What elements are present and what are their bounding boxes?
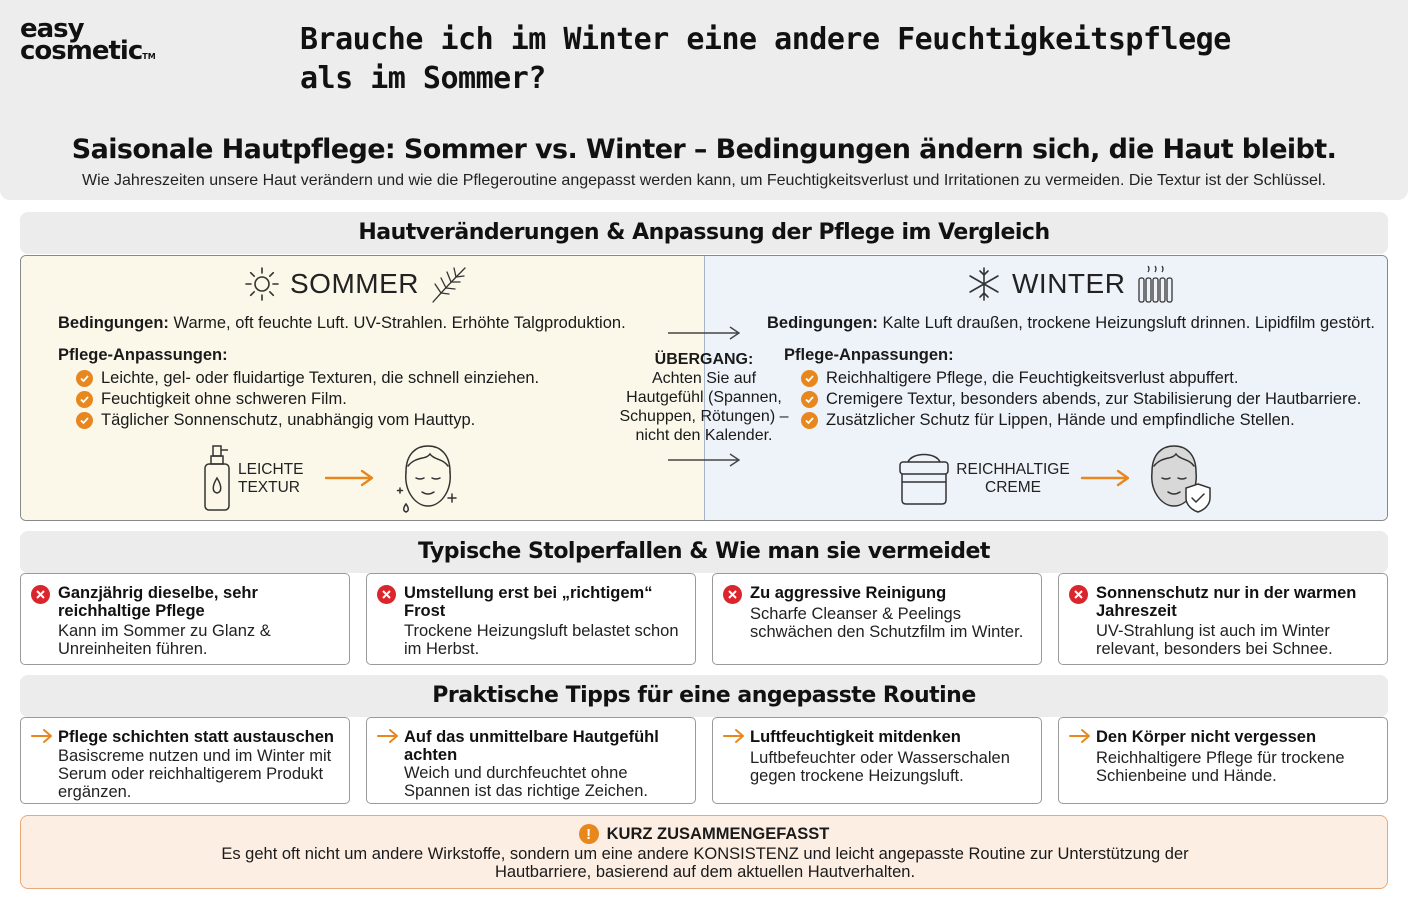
- check-icon: [801, 370, 818, 387]
- tip-text: Reichhaltigere Pflege für trockene Schienbeine und Hände.: [1096, 749, 1345, 785]
- page-subtitle: Wie Jahreszeiten unsere Haut verändern und wie die Pflegeroutine angepasst werden kann, um Feuchtigkeitsverlust und Irritationen zu vermeiden. Die Textur ist der Schlüssel.: [82, 172, 1326, 189]
- snowflake-icon: [966, 266, 1002, 302]
- arrow-right-icon: [1080, 468, 1132, 488]
- transition-arrow-top: [666, 324, 742, 342]
- summary-text: Es geht oft nicht um andere Wirkstoffe, sondern um eine andere KONSISTENZ und leicht angepasste Routine zur Unterstützung der Hautbarriere, basierend auf dem aktuellen Hautverhalten.: [221, 845, 1189, 881]
- logo-line-1: easy: [20, 14, 84, 44]
- logo: [20, 14, 156, 66]
- check-icon: [801, 391, 818, 408]
- sun-icon: [244, 266, 280, 302]
- list-item: Leichte, gel- oder fluidartige Texturen, die schnell einziehen.: [76, 368, 539, 389]
- winter-product-label: REICHHALTIGE CREME: [956, 461, 1070, 496]
- pitfall-text: Kann im Sommer zu Glanz & Unreinheiten führen.: [58, 622, 271, 658]
- summary-heading: [21, 824, 1387, 844]
- arrow-right-icon: [723, 728, 745, 744]
- summer-product-label: LEICHTE TEXTUR: [238, 461, 304, 496]
- summer-care-title: Pflege-Anpassungen:: [58, 346, 228, 364]
- tip-text: Basiscreme nutzen und im Winter mit Serum oder reichhaltigerem Produkt ergänzen.: [58, 747, 332, 801]
- summer-care-list: [76, 368, 539, 431]
- pitfall-card: [712, 573, 1042, 665]
- logo-trademark: TM: [142, 52, 156, 61]
- transition-arrow-bottom: [666, 451, 742, 469]
- arrow-right-icon: [31, 728, 53, 744]
- summer-heading-label: SOMMER: [290, 268, 419, 299]
- comparison-section-title: Hautveränderungen & Anpassung der Pflege im Vergleich: [358, 220, 1050, 245]
- tip-title: Den Körper nicht vergessen: [1096, 728, 1317, 746]
- summary-box: [20, 815, 1388, 889]
- pitfall-title: Ganzjährig dieselbe, sehr reichhaltige Pflege: [58, 584, 258, 620]
- warning-icon: !: [579, 824, 599, 844]
- cream-jar-icon: [894, 448, 954, 508]
- pump-bottle-icon: [200, 444, 234, 512]
- winter-conditions: Bedingungen: Kalte Luft draußen, trockene Heizungsluft drinnen. Lipidfilm gestört.: [767, 314, 1376, 332]
- logo-line-2: cosmetic™: [20, 36, 156, 66]
- pitfall-card: [20, 573, 350, 665]
- winter-heading: [966, 264, 1175, 304]
- list-item: Zusätzlicher Schutz für Lippen, Hände und empfindliche Stellen.: [801, 410, 1361, 431]
- tips-section-title: Praktische Tipps für eine angepasste Routine: [432, 683, 976, 708]
- tip-card: [20, 717, 350, 804]
- error-x-icon: [1069, 585, 1088, 604]
- tip-title: Pflege schichten statt austauschen: [58, 728, 334, 746]
- palm-leaf-icon: [429, 264, 469, 304]
- winter-care-title: Pflege-Anpassungen:: [784, 346, 954, 364]
- page-title: Saisonale Hautpflege: Sommer vs. Winter – Bedingungen ändern sich, die Haut bleibt.: [71, 134, 1337, 165]
- pitfalls-section-title: Typische Stolperfallen & Wie man sie vermeidet: [418, 539, 990, 564]
- list-item: Reichhaltigere Pflege, die Feuchtigkeitsverlust abpuffert.: [801, 368, 1361, 389]
- transition-title: ÜBERGANG:: [654, 351, 754, 368]
- summer-conditions: Bedingungen: Warme, oft feuchte Luft. UV-Strahlen. Erhöhte Talgproduktion.: [58, 314, 626, 332]
- face-icon: [396, 442, 460, 514]
- pitfall-title: Umstellung erst bei „richtigem“ Frost: [404, 584, 653, 620]
- pitfall-card: [366, 573, 696, 665]
- check-icon: [76, 412, 93, 429]
- tip-card: [366, 717, 696, 804]
- tip-text: Weich und durchfeuchtet ohne Spannen ist das richtige Zeichen.: [404, 764, 648, 800]
- tip-title: Auf das unmittelbare Hautgefühl achten: [404, 728, 659, 764]
- tip-title: Luftfeuchtigkeit mitdenken: [750, 728, 961, 746]
- pitfall-title: Zu aggressive Reinigung: [750, 584, 947, 602]
- error-x-icon: [723, 585, 742, 604]
- winter-care-list: [801, 368, 1361, 431]
- tip-card: [1058, 717, 1388, 804]
- pitfall-text: UV-Strahlung ist auch im Winter relevant, besonders bei Schnee.: [1096, 622, 1333, 658]
- arrow-right-icon: [1069, 728, 1091, 744]
- pitfall-title: Sonnenschutz nur in der warmen Jahreszeit: [1096, 584, 1357, 620]
- list-item: Täglicher Sonnenschutz, unabhängig vom Hauttyp.: [76, 410, 539, 431]
- check-icon: [801, 412, 818, 429]
- pitfall-text: Trockene Heizungsluft belastet schon im Herbst.: [404, 622, 679, 658]
- check-icon: [76, 370, 93, 387]
- page-question: Brauche ich im Winter eine andere Feuchtigkeitspflege als im Sommer?: [300, 22, 1231, 96]
- tip-text: Luftbefeuchter oder Wasserschalen gegen trockene Heizungsluft.: [750, 749, 1010, 785]
- winter-heading-label: WINTER: [1012, 268, 1126, 299]
- radiator-icon: [1135, 264, 1175, 304]
- arrow-right-icon: [377, 728, 399, 744]
- face-shield-icon: [1144, 442, 1214, 514]
- arrow-right-icon: [324, 468, 376, 488]
- error-x-icon: [377, 585, 396, 604]
- pitfall-text: Scharfe Cleanser & Peelings schwächen den Schutzfilm im Winter.: [750, 605, 1024, 641]
- error-x-icon: [31, 585, 50, 604]
- tip-card: [712, 717, 1042, 804]
- list-item: Feuchtigkeit ohne schweren Film.: [76, 389, 539, 410]
- list-item: Cremigere Textur, besonders abends, zur Stabilisierung der Hautbarriere.: [801, 389, 1361, 410]
- transition-note: ÜBERGANG: Achten Sie auf Hautgefühl (Spannen, Schuppen, Rötungen) – nicht den Kalender.: [612, 350, 796, 445]
- summary-title: KURZ ZUSAMMENGEFASST: [606, 824, 830, 843]
- check-icon: [76, 391, 93, 408]
- pitfall-card: [1058, 573, 1388, 665]
- summer-heading: [244, 264, 469, 304]
